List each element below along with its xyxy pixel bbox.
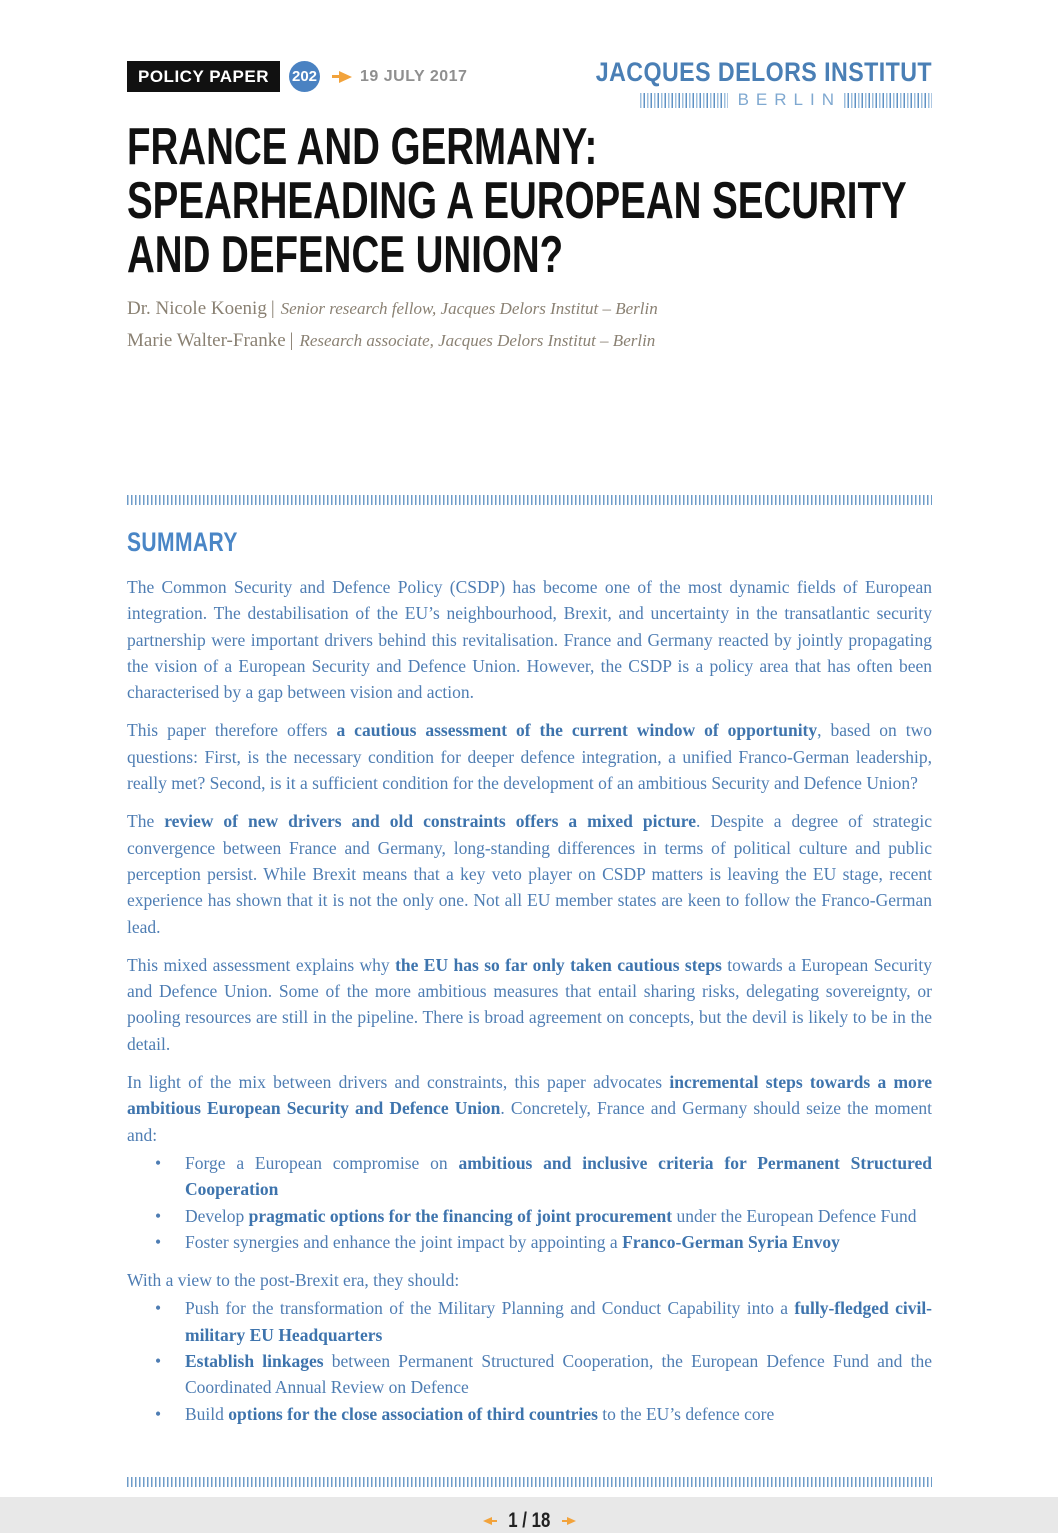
- authors-block: [127, 298, 932, 352]
- kicker-group: [127, 61, 467, 92]
- next-page-icon: [562, 1517, 576, 1525]
- list-item: [127, 1401, 932, 1427]
- list-item-text: Establish linkages between Permanent Structured Cooperation, the European Defence Fund and the Coordinated Annual Review on Defence: [185, 1351, 932, 1398]
- publication-date: 19 JULY 2017: [360, 67, 468, 85]
- author-separator: |: [270, 298, 275, 319]
- summary-section: [127, 505, 932, 1427]
- author-name: Dr. Nicole Koenig: [127, 298, 267, 319]
- paragraph: The review of new drivers and old constraints offers a mixed picture. Despite a degree of strategic convergence between France and Germany, long-standing differences in terms of political culture and public perception persist. While Brexit means that a key veto player on CSDP matters is leaving the EU stage, recent experience has shown that it is not the only one. Not all EU member states are keen to follow the Franco-German lead.: [127, 811, 932, 937]
- logo-stripes-right-icon: [844, 93, 932, 108]
- author-role: Research associate, Jacques Delors Institut – Berlin: [299, 331, 656, 350]
- logo-subtitle: BERLIN: [737, 90, 841, 109]
- list-item-text: Build options for the close association of third countries to the EU’s defence core: [185, 1403, 775, 1424]
- page-header: [127, 57, 932, 110]
- bullet-icon: •: [155, 1351, 162, 1372]
- title-line-2: SPEARHEADING A EUROPEAN SECURITY: [127, 172, 907, 230]
- paragraph: This mixed assessment explains why the EU has so far only taken cautious steps towards a European Security and Defence Union. Some of the more ambitious measures that entail sharing risks, delegating sovereignty, or pooling resources are still in the pipeline. There is broad agreement on concepts, but the devil is likely to be in the detail.: [127, 954, 933, 1054]
- list-item: [127, 1295, 932, 1348]
- list-item-text: Develop pragmatic options for the financing of joint procurement under the European Defence Fund: [185, 1205, 917, 1226]
- list-item: [127, 1348, 932, 1401]
- logo-stripes-left-icon: [640, 93, 728, 108]
- bullet-icon: •: [155, 1298, 162, 1319]
- logo-subtitle-row: [541, 90, 932, 110]
- action-list-2: [127, 1295, 932, 1426]
- stripes-divider-top: [127, 495, 932, 505]
- summary-heading: SUMMARY: [127, 527, 238, 557]
- bullet-icon: •: [155, 1403, 162, 1424]
- page-number-indicator: [127, 1509, 932, 1533]
- list-item: [127, 1203, 932, 1229]
- title-line-1: FRANCE AND GERMANY:: [127, 118, 598, 176]
- list-item: [127, 1150, 932, 1203]
- policy-paper-label: POLICY PAPER: [127, 61, 280, 92]
- arrow-head: [339, 71, 352, 83]
- list-item-text: Forge a European compromise on ambitious and inclusive criteria for Permanent Structured Cooperation: [185, 1152, 932, 1200]
- list-item-text: Push for the transformation of the Military Planning and Conduct Capability into a fully-fledged civil-military EU Headquarters: [185, 1298, 933, 1345]
- document-title: [127, 120, 932, 282]
- author-role: Senior research fellow, Jacques Delors Institut – Berlin: [280, 299, 658, 318]
- list-item-text: Foster synergies and enhance the joint impact by appointing a Franco-German Syria Envoy: [185, 1231, 840, 1252]
- issue-number-badge: 202: [289, 61, 320, 92]
- institute-logo: [541, 57, 932, 110]
- author-line: [127, 330, 932, 352]
- summary-body: [127, 574, 932, 1427]
- page-number-text: 1 / 18: [508, 1508, 551, 1532]
- paragraph: With a view to the post-Brexit era, they should:: [127, 1270, 460, 1291]
- paragraph: This paper therefore offers a cautious assessment of the current window of opportunity, based on two questions: First, is the necessary condition for deeper defence integration, a unified Franco-German leadership, really met? Second, is it a sufficient condition for the development of an ambitious Security and Defence Union?: [127, 720, 932, 794]
- bullet-icon: •: [155, 1205, 162, 1226]
- action-list-1: [127, 1150, 932, 1255]
- paragraph: In light of the mix between drivers and constraints, this paper advocates incremental steps towards a more ambitious European Security and Defence Union. Concretely, France and Germany should seize the moment and:: [127, 1072, 933, 1145]
- author-separator: |: [289, 330, 294, 351]
- stripes-divider-bottom: [127, 1477, 932, 1487]
- right-arrow-icon: [332, 71, 352, 83]
- bullet-icon: •: [155, 1231, 162, 1252]
- author-name: Marie Walter-Franke: [127, 330, 286, 351]
- title-line-3: AND DEFENCE UNION?: [127, 226, 564, 284]
- prev-page-icon: [483, 1517, 497, 1525]
- arrow-tail: [332, 75, 339, 78]
- bullet-icon: •: [155, 1152, 162, 1173]
- logo-title: JACQUES DELORS INSTITUT: [595, 57, 932, 87]
- author-line: [127, 298, 932, 320]
- paragraph: The Common Security and Defence Policy (CSDP) has become one of the most dynamic fields of European integration. The destabilisation of the EU’s neighbourhood, Brexit, and uncertainty in the transatlantic security partnership were important drivers behind this revitalisation. France and Germany reacted by jointly propagating the vision of a European Security and Defence Union. However, the CSDP is a policy area that has often been characterised by a gap between vision and action.: [127, 577, 932, 703]
- list-item: [127, 1229, 932, 1255]
